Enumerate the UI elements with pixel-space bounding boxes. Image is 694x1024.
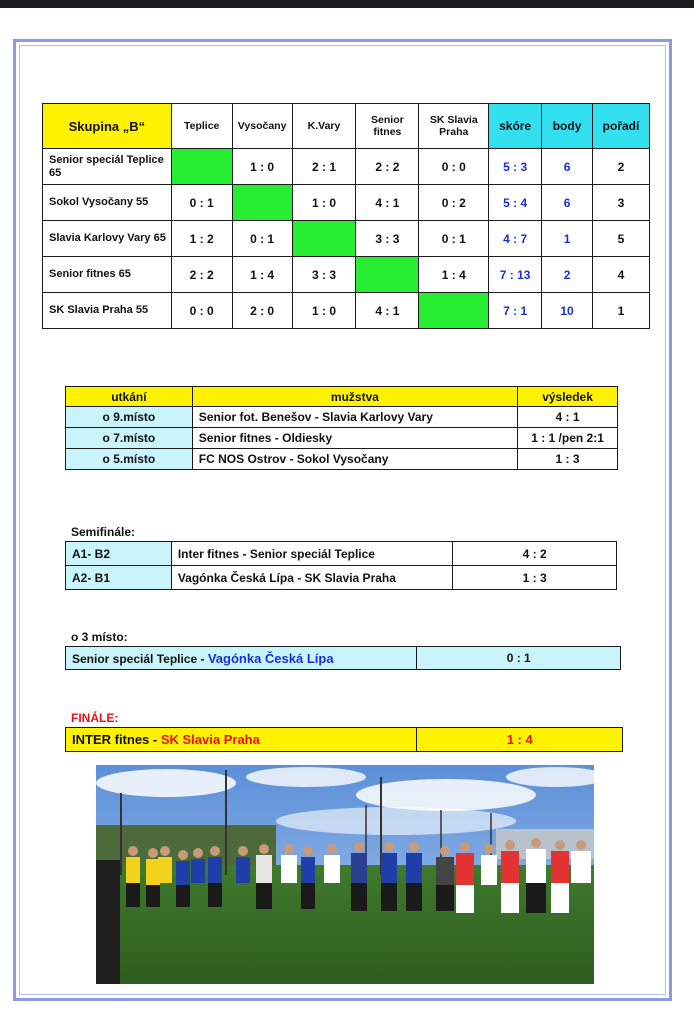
third-place-teams: [66, 647, 417, 670]
group-b-table: [42, 103, 650, 329]
points-cell: 2: [542, 257, 593, 293]
match-label: o 9.místo: [66, 407, 193, 428]
match-teams: Senior fitnes - Oldiesky: [192, 428, 517, 449]
col-header: K.Vary: [292, 104, 356, 149]
third-team-b: Vagónka Česká Lípa: [207, 650, 334, 666]
group-header-row: [43, 104, 650, 149]
result-cell: 1 : 4: [419, 257, 489, 293]
result-cell: 1 : 4: [232, 257, 292, 293]
table-row: [66, 407, 618, 428]
semifinal-heading: Semifinále:: [71, 525, 136, 539]
col-header-result: výsledek: [518, 387, 618, 407]
col-header-match: utkání: [66, 387, 193, 407]
score-cell: 7 : 1: [489, 293, 542, 329]
team-name: Senior fitnes 65: [43, 257, 172, 293]
final-teams: [66, 728, 417, 752]
result-cell: 0 : 1: [232, 221, 292, 257]
match-result: 1 : 3: [518, 449, 618, 470]
team-name: Slavia Karlovy Vary 65: [43, 221, 172, 257]
result-cell: 4 : 1: [356, 293, 419, 329]
semifinal-teams: Vagónka Česká Lípa - SK Slavia Praha: [171, 566, 453, 590]
col-header: Vysočany: [232, 104, 292, 149]
self-cell: [356, 257, 419, 293]
self-cell: [232, 185, 292, 221]
col-header: SK Slavia Praha: [419, 104, 489, 149]
semifinal-teams: Inter fitnes - Senior speciál Teplice: [171, 542, 453, 566]
self-cell: [292, 221, 356, 257]
rank-cell: 3: [593, 185, 650, 221]
result-cell: 0 : 0: [419, 149, 489, 185]
semifinal-label: A1- B2: [66, 542, 172, 566]
third-place-result: 0 : 1: [417, 647, 621, 670]
team-name: Sokol Vysočany 55: [43, 185, 172, 221]
col-header: Teplice: [171, 104, 232, 149]
points-cell: 1: [542, 221, 593, 257]
rank-cell: 4: [593, 257, 650, 293]
team-name: Senior speciál Teplice 65: [43, 149, 172, 185]
match-label: o 5.místo: [66, 449, 193, 470]
table-row: [43, 293, 650, 329]
result-cell: 2 : 2: [171, 257, 232, 293]
table-row: [66, 728, 623, 752]
self-cell: [419, 293, 489, 329]
table-row: [66, 566, 617, 590]
col-header-points: body: [542, 104, 593, 149]
table-row: [66, 428, 618, 449]
points-cell: 10: [542, 293, 593, 329]
final-team-a: INTER fitnes -: [72, 732, 161, 747]
self-cell: [171, 149, 232, 185]
group-title: Skupina „B“: [43, 104, 172, 149]
col-header-teams: mužstva: [192, 387, 517, 407]
match-result: 1 : 1 /pen 2:1: [518, 428, 618, 449]
rank-cell: 5: [593, 221, 650, 257]
table-row: [43, 149, 650, 185]
col-header-score: skóre: [489, 104, 542, 149]
final-heading: FINÁLE:: [71, 711, 119, 725]
final-team-b: SK Slavia Praha: [160, 732, 260, 747]
team-name: SK Slavia Praha 55: [43, 293, 172, 329]
points-cell: 6: [542, 149, 593, 185]
table-row: [43, 221, 650, 257]
semifinal-result: 1 : 3: [453, 566, 617, 590]
third-place-table: [65, 646, 621, 670]
result-cell: 2 : 0: [232, 293, 292, 329]
result-cell: 2 : 1: [292, 149, 356, 185]
result-cell: 4 : 1: [356, 185, 419, 221]
semifinal-label: A2- B1: [66, 566, 172, 590]
table-row: [43, 185, 650, 221]
result-cell: 1 : 0: [292, 293, 356, 329]
third-place-heading: o 3 místo:: [71, 630, 128, 644]
result-cell: 0 : 1: [419, 221, 489, 257]
result-cell: 0 : 0: [171, 293, 232, 329]
table-row: [66, 449, 618, 470]
team-photo: [96, 765, 594, 984]
result-cell: 1 : 0: [292, 185, 356, 221]
table-row: [66, 647, 621, 670]
placement-header-row: [66, 387, 618, 407]
placement-table: [65, 386, 618, 470]
match-teams: FC NOS Ostrov - Sokol Vysočany: [192, 449, 517, 470]
final-table: [65, 727, 623, 752]
result-cell: 3 : 3: [356, 221, 419, 257]
col-header: Senior fitnes: [356, 104, 419, 149]
final-result: 1 : 4: [417, 728, 623, 752]
top-status-bar: [0, 0, 694, 8]
table-row: [43, 257, 650, 293]
result-cell: 1 : 2: [171, 221, 232, 257]
match-label: o 7.místo: [66, 428, 193, 449]
rank-cell: 2: [593, 149, 650, 185]
semifinal-result: 4 : 2: [453, 542, 617, 566]
score-cell: 5 : 3: [489, 149, 542, 185]
result-cell: 1 : 0: [232, 149, 292, 185]
col-header-rank: pořadí: [593, 104, 650, 149]
result-cell: 0 : 1: [171, 185, 232, 221]
match-teams: Senior fot. Benešov - Slavia Karlovy Vary: [192, 407, 517, 428]
score-cell: 5 : 4: [489, 185, 542, 221]
rank-cell: 1: [593, 293, 650, 329]
match-result: 4 : 1: [518, 407, 618, 428]
points-cell: 6: [542, 185, 593, 221]
score-cell: 4 : 7: [489, 221, 542, 257]
result-cell: 2 : 2: [356, 149, 419, 185]
table-row: [66, 542, 617, 566]
score-cell: 7 : 13: [489, 257, 542, 293]
semifinal-table: [65, 541, 617, 590]
third-team-a: Senior speciál Teplice -: [72, 651, 208, 666]
result-cell: 0 : 2: [419, 185, 489, 221]
result-cell: 3 : 3: [292, 257, 356, 293]
